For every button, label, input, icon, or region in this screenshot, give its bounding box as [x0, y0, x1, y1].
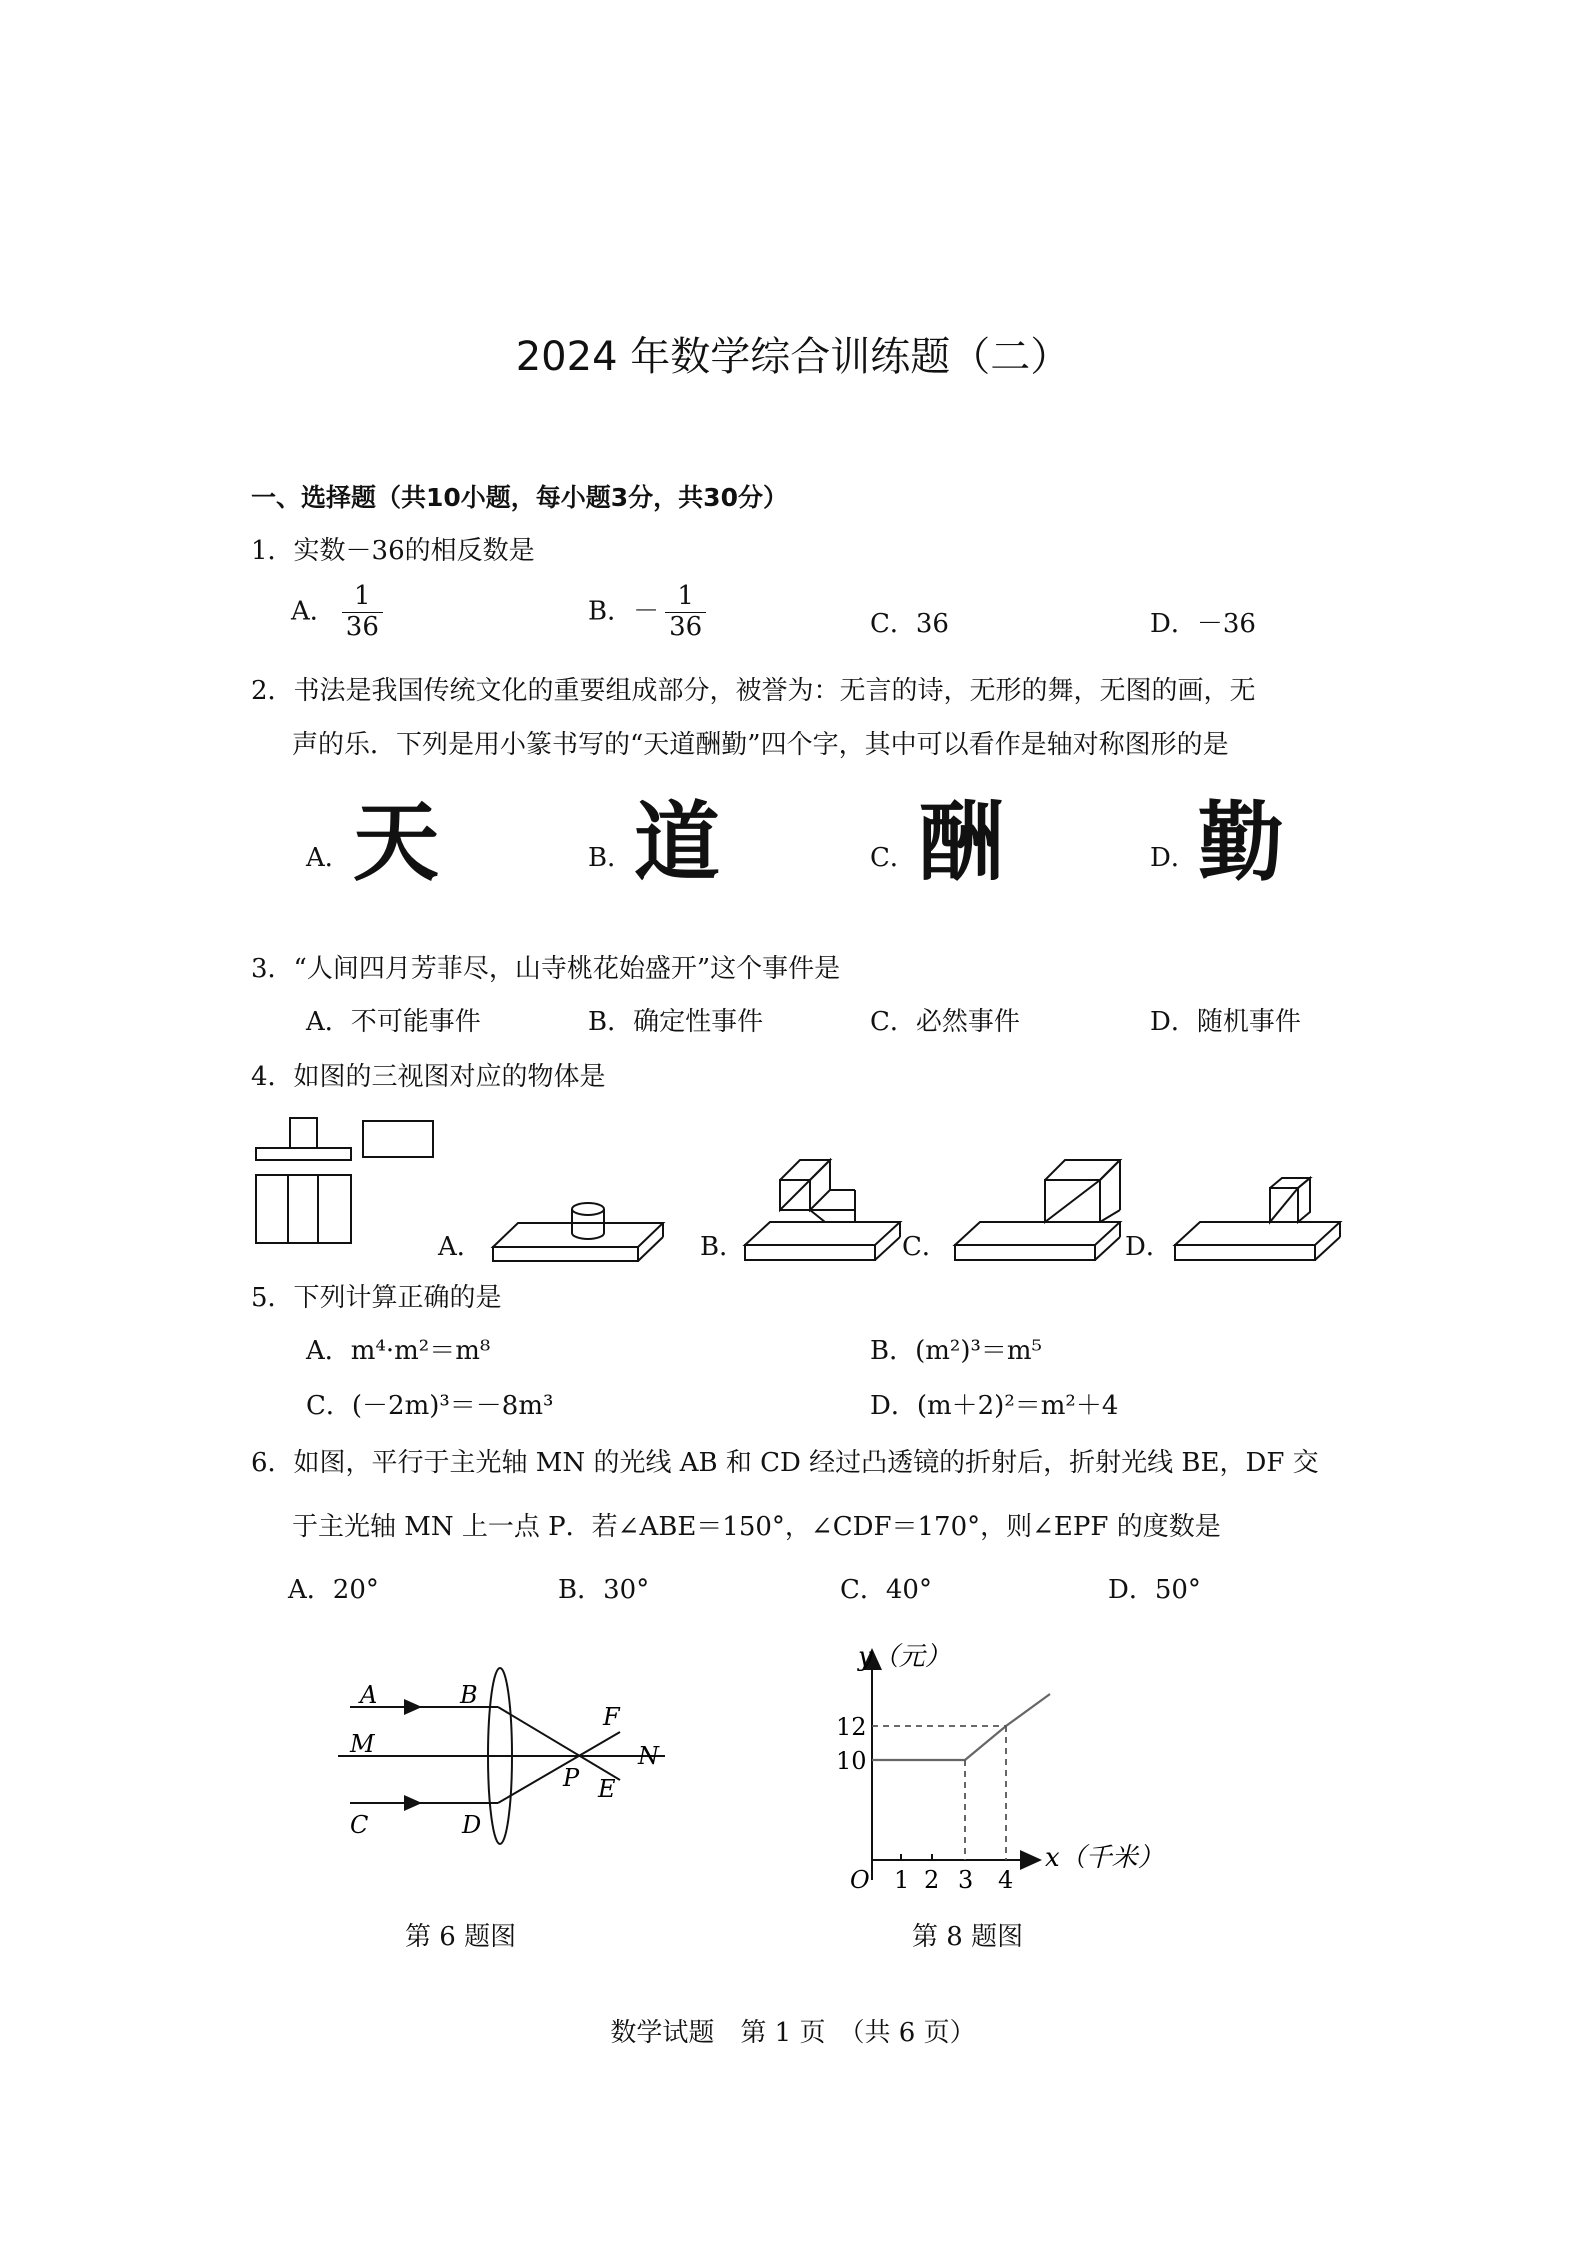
q4-option-b[interactable]: B． [700, 1232, 746, 1262]
seal-char-qin: 勤 [1198, 792, 1284, 893]
label-m: M [350, 1730, 375, 1758]
q4-figure-b [740, 1150, 910, 1275]
page-footer: 数学试题 第 1 页 （共 6 页） [610, 2018, 976, 2048]
q4-option-a[interactable]: A． [438, 1232, 483, 1262]
x-axis-label: x（千米） [1045, 1843, 1164, 1873]
y-tick-10: 10 [836, 1747, 867, 1775]
q3-option-c[interactable]: C．必然事件 [870, 1007, 1020, 1037]
q4-figure-c [950, 1150, 1130, 1275]
label-a: A [360, 1681, 378, 1709]
q2-option-a[interactable]: A． [306, 843, 351, 873]
q4-figure-a [488, 1195, 668, 1275]
top-view [256, 1175, 351, 1243]
figure-8-caption: 第 8 题图 [912, 1922, 1024, 1952]
three-view-drawing [250, 1115, 450, 1255]
q5-option-c[interactable]: C．(－2m)³＝－8m³ [306, 1391, 554, 1421]
seal-char-chou: 酬 [918, 792, 1004, 893]
front-view-base [256, 1148, 351, 1160]
origin-label: O [850, 1866, 870, 1894]
q6-option-c[interactable]: C．40° [840, 1575, 932, 1605]
label-p: P [563, 1764, 580, 1792]
figure-6-caption: 第 6 题图 [405, 1922, 517, 1952]
label-n: N [638, 1742, 659, 1770]
x-tick-1: 1 [894, 1866, 910, 1894]
section-heading: 一、选择题（共10小题，每小题3分，共30分） [251, 483, 788, 512]
label-c: C [350, 1811, 369, 1839]
question-1-stem: 1．实数－36的相反数是 [251, 536, 535, 566]
question-5-stem: 5．下列计算正确的是 [251, 1283, 502, 1313]
q4-option-d[interactable]: D． [1125, 1232, 1172, 1262]
q3-option-a[interactable]: A．不可能事件 [306, 1007, 481, 1037]
lens-figure [320, 1665, 690, 1865]
q1-option-a[interactable] [291, 582, 383, 643]
label-f: F [603, 1703, 620, 1731]
q4-option-c[interactable]: C． [902, 1232, 948, 1262]
q1-option-b-label: B．－ [588, 596, 660, 627]
q3-option-b[interactable]: B．确定性事件 [588, 1007, 764, 1037]
q1-option-b-fraction: $\frac{1}{36}$ [665, 582, 706, 643]
q2-option-b[interactable]: B． [588, 843, 634, 873]
label-d: D [462, 1811, 482, 1839]
x-tick-2: 2 [924, 1866, 940, 1894]
q5-option-d[interactable]: D．(m＋2)²＝m²＋4 [870, 1391, 1119, 1421]
seal-char-tian: 天 [353, 792, 439, 893]
q5-option-b[interactable]: B．(m²)³＝m⁵ [870, 1336, 1042, 1366]
q1-option-a-fraction: $\frac{1}{36}$ [342, 582, 383, 643]
x-tick-4: 4 [998, 1866, 1014, 1894]
y-tick-12: 12 [836, 1713, 867, 1741]
q5-option-a[interactable]: A．m⁴·m²＝m⁸ [306, 1336, 491, 1366]
q2-option-c[interactable]: C． [870, 843, 916, 873]
label-e: E [598, 1775, 616, 1803]
question-2-line1: 2．书法是我国传统文化的重要组成部分，被誉为：无言的诗，无形的舞，无图的画，无 [251, 676, 1256, 706]
question-6-line1: 6．如图，平行于主光轴 MN 的光线 AB 和 CD 经过凸透镜的折射后，折射光线 BE，DF 交 [251, 1448, 1319, 1478]
q6-option-d[interactable]: D．50° [1108, 1575, 1201, 1605]
seal-char-dao: 道 [634, 792, 720, 893]
q1-option-c[interactable]: C．36 [870, 609, 949, 639]
page-title: 2024 年数学综合训练题（二） [515, 334, 1071, 380]
side-view [363, 1121, 433, 1157]
q1-option-d[interactable]: D．－36 [1150, 609, 1256, 639]
q6-option-b[interactable]: B．30° [558, 1575, 650, 1605]
label-b: B [460, 1681, 478, 1709]
question-6-line2: 于主光轴 MN 上一点 P．若∠ABE＝150°，∠CDF＝170°，则∠EPF 的度数是 [292, 1512, 1221, 1542]
front-view-top-block [290, 1118, 317, 1148]
q2-option-d[interactable]: D． [1150, 843, 1197, 873]
fare-line [872, 1694, 1050, 1760]
question-3-stem: 3．“人间四月芳菲尽，山寺桃花始盛开”这个事件是 [251, 954, 841, 984]
q1-option-b[interactable] [588, 582, 706, 643]
x-tick-3: 3 [958, 1866, 974, 1894]
question-4-stem: 4．如图的三视图对应的物体是 [251, 1062, 606, 1092]
q4-figure-d [1170, 1160, 1345, 1275]
question-2-line2: 声的乐．下列是用小篆书写的“天道酬勤”四个字，其中可以看作是轴对称图形的是 [292, 730, 1229, 760]
y-axis-label: y（元） [858, 1642, 951, 1672]
q6-option-a[interactable]: A．20° [288, 1575, 379, 1605]
q1-option-a-label: A． [291, 596, 336, 627]
q3-option-d[interactable]: D．随机事件 [1150, 1007, 1301, 1037]
fare-graph [830, 1630, 1180, 1900]
